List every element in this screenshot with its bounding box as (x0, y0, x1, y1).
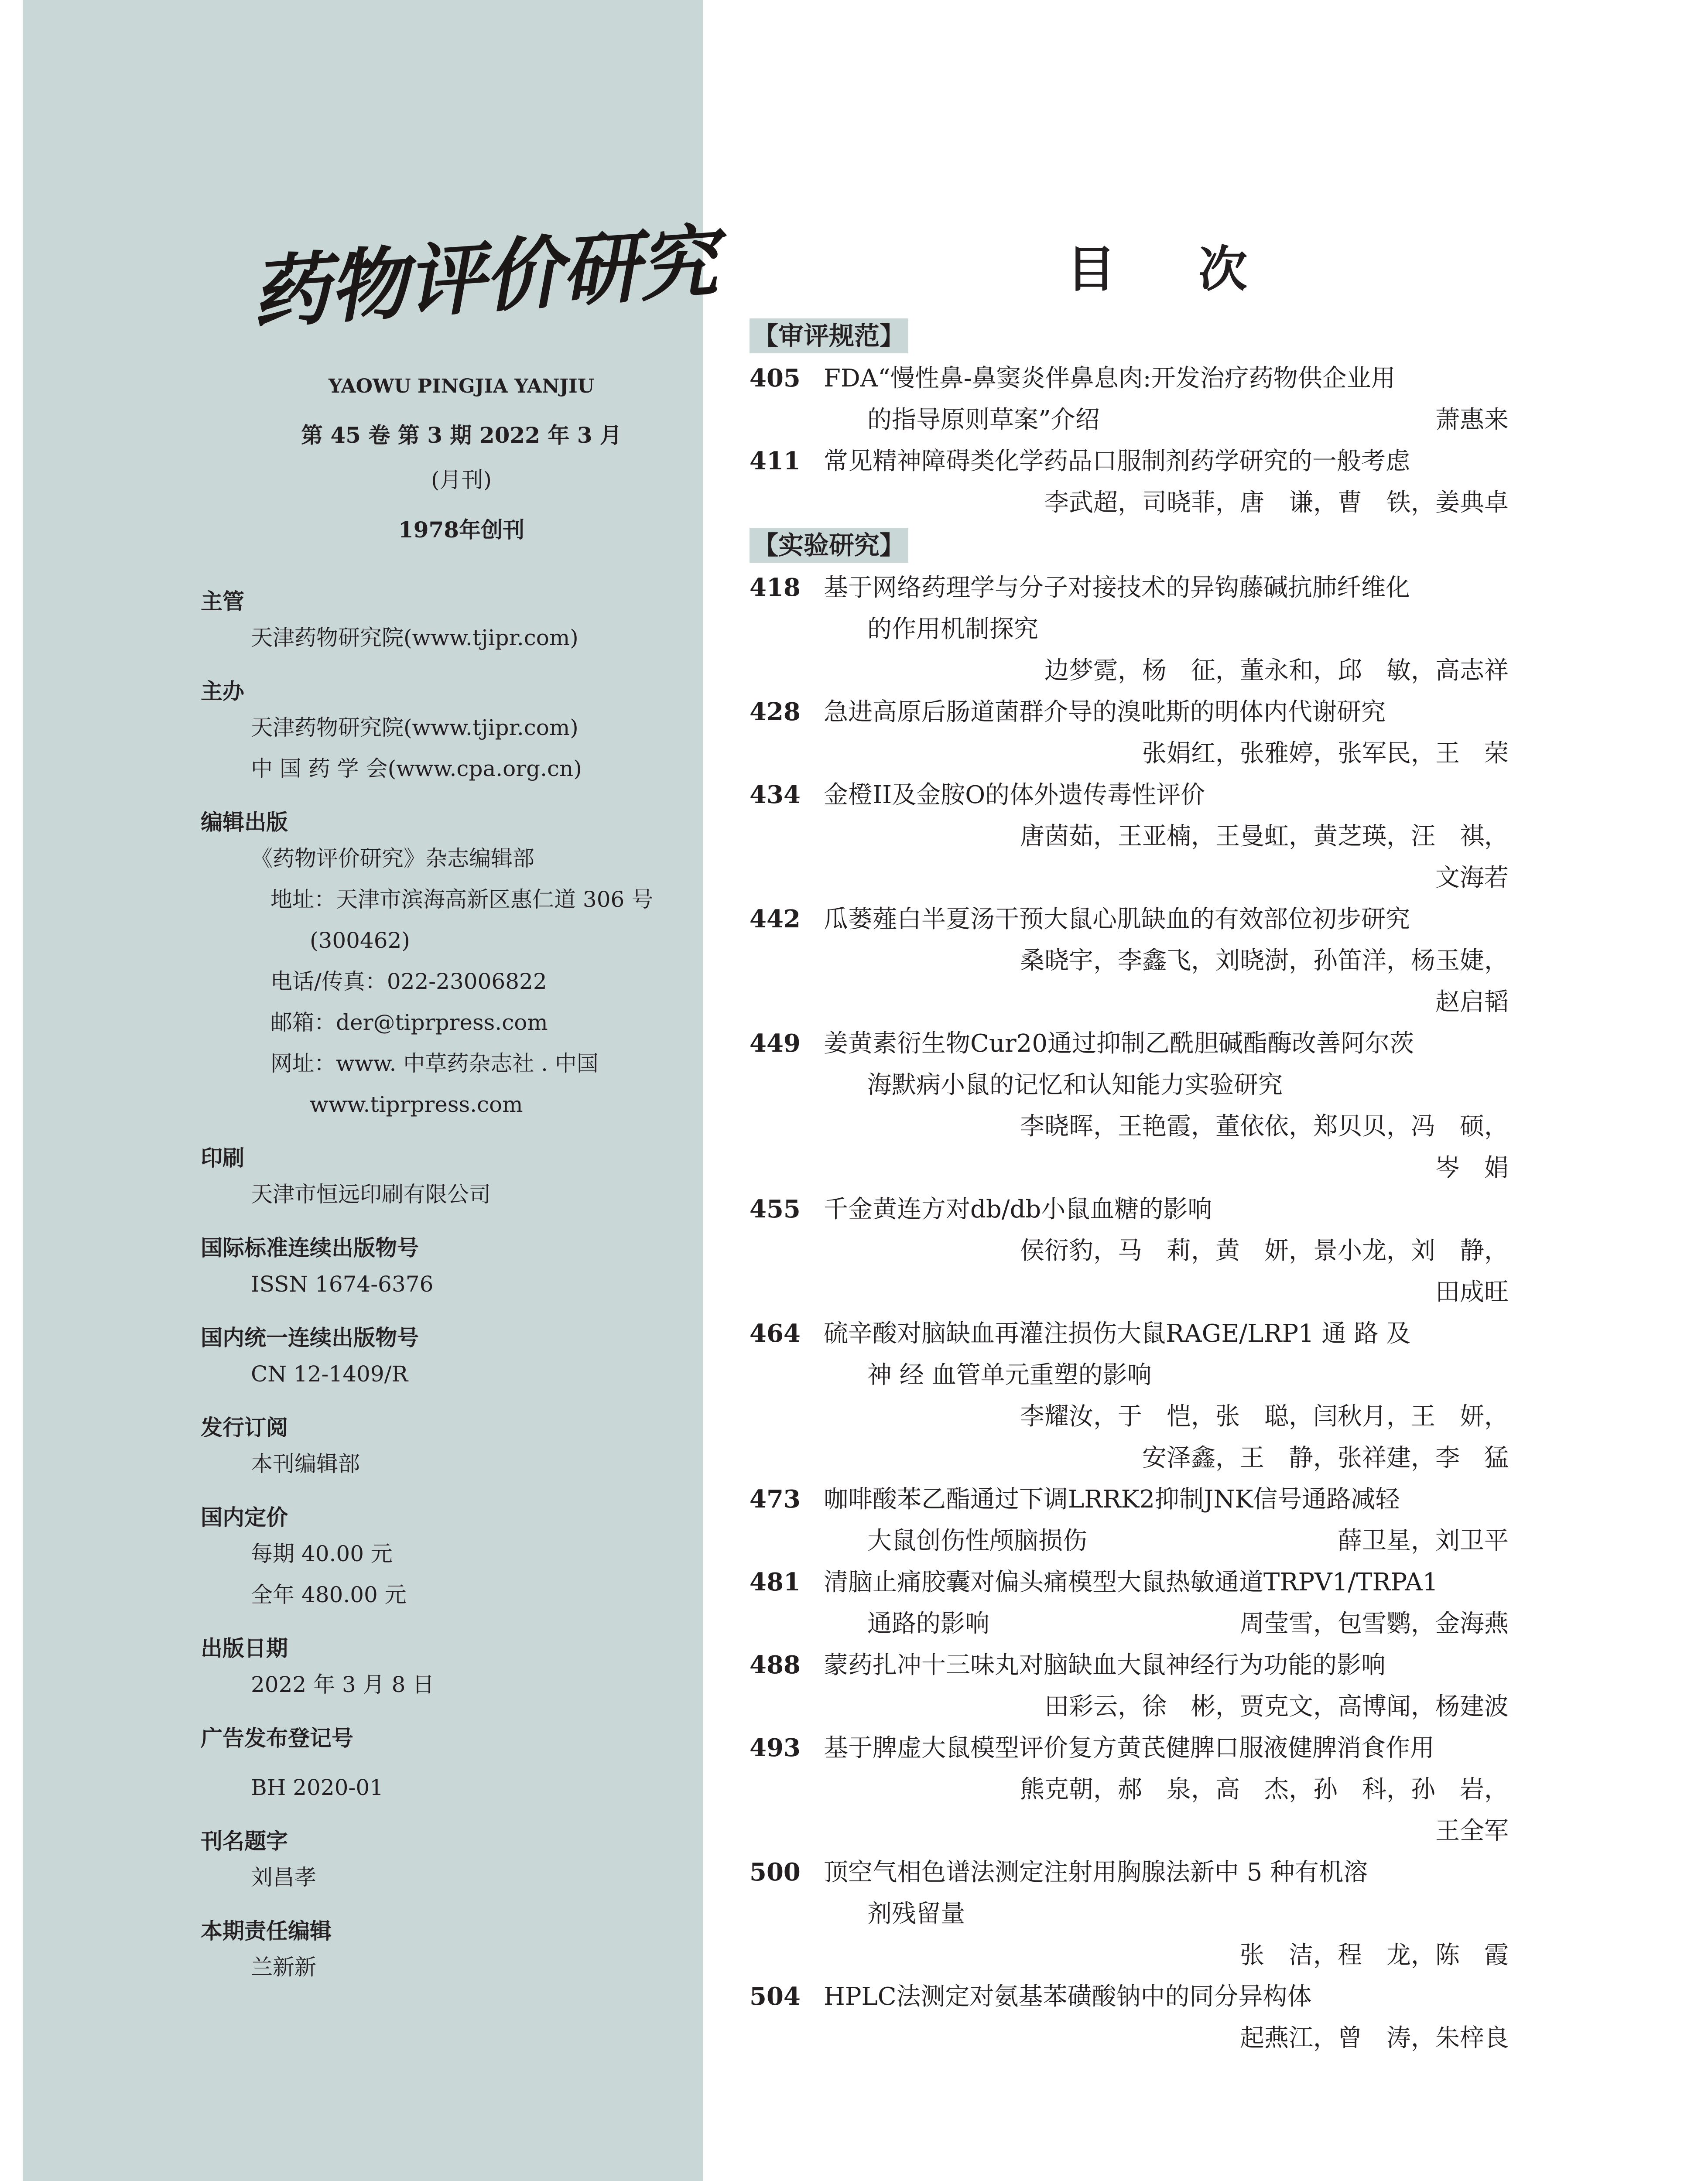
toc-entry[interactable] (750, 691, 1509, 774)
editor-postcode: (300462) (310, 928, 410, 953)
supervisor-value: 天津药物研究院(www.tjipr.com) (251, 625, 578, 650)
article-authors: 周莹雪，包雪鹦，金海燕 (1240, 1610, 1509, 1638)
article-authors: 张娟红，张雅婷，张军民，王 荣 (1142, 739, 1509, 768)
page-number: 405 (750, 364, 801, 393)
article-title: 蒙药扎冲十三味丸对脑缺血大鼠神经行为功能的影响 (824, 1651, 1386, 1679)
editor-name: 《药物评价研究》杂志编辑部 (251, 846, 534, 871)
article-authors: 熊克朝，郝 泉，高 杰，孙 科，孙 岩， (1020, 1775, 1509, 1804)
article-authors: 王全军 (1435, 1817, 1509, 1845)
sponsor-value-1: 天津药物研究院(www.tjipr.com) (251, 715, 578, 740)
pubdate-value: 2022 年 3 月 8 日 (251, 1672, 435, 1697)
article-authors: 田彩云，徐 彬，贾克文，高博闻，杨建波 (1044, 1692, 1509, 1721)
price-label: 国内定价 (201, 1505, 288, 1530)
section-header-review: 【审评规范】 (750, 314, 1509, 358)
article-title: 金橙II及金胺O的体外遗传毒性评价 (824, 781, 1205, 809)
publication-info (201, 586, 694, 1988)
article-title: FDA“慢性鼻-鼻窦炎伴鼻息肉:开发治疗药物供企业用 (824, 364, 1396, 393)
article-title: 海默病小鼠的记忆和认知能力实验研究 (867, 1071, 1283, 1099)
article-title: 常见精神障碍类化学药品口服制剂药学研究的一般考虑 (824, 447, 1410, 475)
page-number: 449 (750, 1029, 801, 1058)
article-authors: 李武超，司晓菲，唐 谦，曹 铁，姜典卓 (1044, 489, 1509, 517)
page-number: 411 (750, 447, 801, 475)
toc-entry[interactable] (750, 441, 1509, 523)
page-number: 493 (750, 1733, 801, 1762)
toc-entry[interactable] (750, 1313, 1509, 1479)
supervisor-label: 主管 (201, 589, 244, 614)
article-authors: 侯衍豹，马 莉，黄 妍，景小龙，刘 静， (1020, 1237, 1509, 1265)
page-number: 473 (750, 1485, 801, 1514)
toc-entry[interactable] (750, 899, 1509, 1023)
article-title: 清脑止痛胶囊对偏头痛模型大鼠热敏通道TRPV1/TRPA1 (824, 1568, 1438, 1596)
editor-email: 邮箱：der@tiprpress.com (270, 1010, 548, 1035)
price-year: 全年 480.00 元 (251, 1582, 407, 1607)
article-title: 咖啡酸苯乙酯通过下调LRRK2抑制JNK信号通路减轻 (824, 1485, 1400, 1514)
article-title: 千金黄连方对db/db小鼠血糖的影响 (824, 1195, 1212, 1224)
printer-value: 天津市恒远印刷有限公司 (251, 1182, 491, 1207)
article-title: 硫辛酸对脑缺血再灌注损伤大鼠RAGE/LRP1 通 路 及 (824, 1320, 1411, 1348)
article-authors: 起燕江，曾 涛，朱梓良 (1240, 2024, 1509, 2052)
article-title: 剂残留量 (867, 1900, 965, 1928)
page-number: 504 (750, 1982, 801, 2011)
printer-label: 印刷 (201, 1145, 244, 1171)
article-authors: 桑晓宇，李鑫飞，刘晓澍，孙笛洋，杨玉婕， (1020, 947, 1509, 975)
issn-value: ISSN 1674-6376 (251, 1272, 434, 1297)
editor-address: 地址：天津市滨海高新区惠仁道 306 号 (270, 887, 654, 912)
founded-year: 1978年创刊 (398, 517, 525, 543)
editor-phone: 电话/传真：022-23006822 (270, 969, 547, 994)
toc-entry[interactable] (750, 1023, 1509, 1189)
article-title: 的指导原则草案”介绍 (867, 406, 1100, 434)
page-number: 500 (750, 1858, 801, 1887)
page-number: 442 (750, 905, 801, 933)
article-authors: 张 洁，程 龙，陈 霞 (1240, 1941, 1509, 1969)
page-number: 464 (750, 1319, 801, 1348)
sponsor-label: 主办 (201, 679, 244, 704)
responsible-editor-value: 兰新新 (251, 1955, 316, 1980)
toc-entry[interactable] (750, 1189, 1509, 1313)
page-number: 434 (750, 780, 801, 809)
price-issue: 每期 40.00 元 (251, 1541, 393, 1566)
article-title: 姜黄素衍生物Cur20通过抑制乙酰胆碱酯酶改善阿尔茨 (824, 1029, 1414, 1058)
article-authors: 文海若 (1435, 864, 1509, 892)
section-header-experimental: 【实验研究】 (750, 523, 1509, 567)
article-title: 大鼠创伤性颅脑损伤 (867, 1527, 1087, 1555)
sponsor-value-2: 中 国 药 学 会(www.cpa.org.cn) (251, 756, 582, 781)
toc-entry[interactable] (750, 774, 1509, 899)
toc-entry[interactable] (750, 358, 1509, 441)
cn-label: 国内统一连续出版物号 (201, 1325, 419, 1350)
article-authors: 安泽鑫，王 静，张祥建，李 猛 (1142, 1444, 1509, 1472)
toc-entry[interactable] (750, 1976, 1509, 2059)
article-authors: 薛卫星，刘卫平 (1338, 1527, 1509, 1555)
article-authors: 岑 娟 (1435, 1154, 1509, 1182)
issn-label: 国际标准连续出版物号 (201, 1235, 419, 1261)
page-number: 418 (750, 573, 801, 602)
ad-label: 广告发布登记号 (201, 1726, 353, 1751)
toc-entry[interactable] (750, 1644, 1509, 1727)
pubdate-label: 出版日期 (201, 1636, 288, 1661)
responsible-editor-label: 本期责任编辑 (201, 1918, 332, 1944)
article-title: 通路的影响 (867, 1610, 989, 1638)
article-title: 基于脾虚大鼠模型评价复方黄芪健脾口服液健脾消食作用 (824, 1734, 1434, 1762)
page-number: 455 (750, 1195, 801, 1224)
editor-website-2: www.tiprpress.com (310, 1092, 523, 1117)
article-authors: 田成旺 (1435, 1278, 1509, 1306)
article-authors: 李晓晖，王艳霞，董依依，郑贝贝，冯 硕， (1020, 1112, 1509, 1141)
editor-label: 编辑出版 (201, 810, 288, 835)
subscription-value: 本刊编辑部 (251, 1451, 360, 1477)
article-authors: 唐茵茹，王亚楠，王曼虹，黄芝瑛，汪 祺， (1020, 822, 1509, 851)
page-number: 428 (750, 697, 801, 726)
page-number: 481 (750, 1568, 801, 1596)
article-title: 的作用机制探究 (867, 615, 1038, 643)
toc-entry[interactable] (750, 1852, 1509, 1976)
article-title: HPLC法测定对氨基苯磺酸钠中的同分异构体 (824, 1983, 1312, 2011)
article-title: 基于网络药理学与分子对接技术的异钩藤碱抗肺纤维化 (824, 574, 1410, 602)
article-title: 顶空气相色谱法测定注射用胸腺法新中 5 种有机溶 (824, 1858, 1368, 1887)
ad-value: BH 2020-01 (251, 1775, 384, 1800)
calligraphy-label: 刊名题字 (201, 1829, 288, 1854)
article-title: 神 经 血管单元重塑的影响 (867, 1361, 1152, 1389)
calligraphy-value: 刘昌孝 (251, 1865, 316, 1890)
subscription-label: 发行订阅 (201, 1415, 288, 1440)
page-number: 488 (750, 1651, 801, 1679)
article-authors: 边梦霓，杨 征，董永和，邱 敏，高志祥 (1044, 656, 1509, 685)
frequency: (月刊) (431, 467, 492, 492)
toc-entry[interactable] (750, 1562, 1509, 1644)
article-title: 瓜蒌薤白半夏汤干预大鼠心肌缺血的有效部位初步研究 (824, 905, 1410, 933)
magazine-pinyin: YAOWU PINGJIA YANJIU (328, 375, 595, 397)
editor-website-1: 网址：www. 中草药杂志社 . 中国 (270, 1051, 599, 1076)
toc-entry[interactable] (750, 1727, 1509, 1852)
toc-title: 目次 (1067, 241, 1330, 298)
magazine-title: 药物评价研究 (248, 215, 719, 340)
issue-line: 第 45 卷 第 3 期 2022 年 3 月 (301, 422, 622, 448)
toc-entry[interactable] (750, 1479, 1509, 1562)
table-of-contents (750, 314, 1509, 2059)
article-authors: 李耀汝，于 恺，张 聪，闫秋月，王 妍， (1020, 1402, 1509, 1431)
cn-value: CN 12-1409/R (251, 1361, 408, 1387)
article-authors: 萧惠来 (1435, 406, 1509, 434)
article-authors: 赵启韬 (1435, 988, 1509, 1016)
article-title: 急进高原后肠道菌群介导的溴吡斯的明体内代谢研究 (824, 698, 1386, 726)
toc-entry[interactable] (750, 567, 1509, 691)
